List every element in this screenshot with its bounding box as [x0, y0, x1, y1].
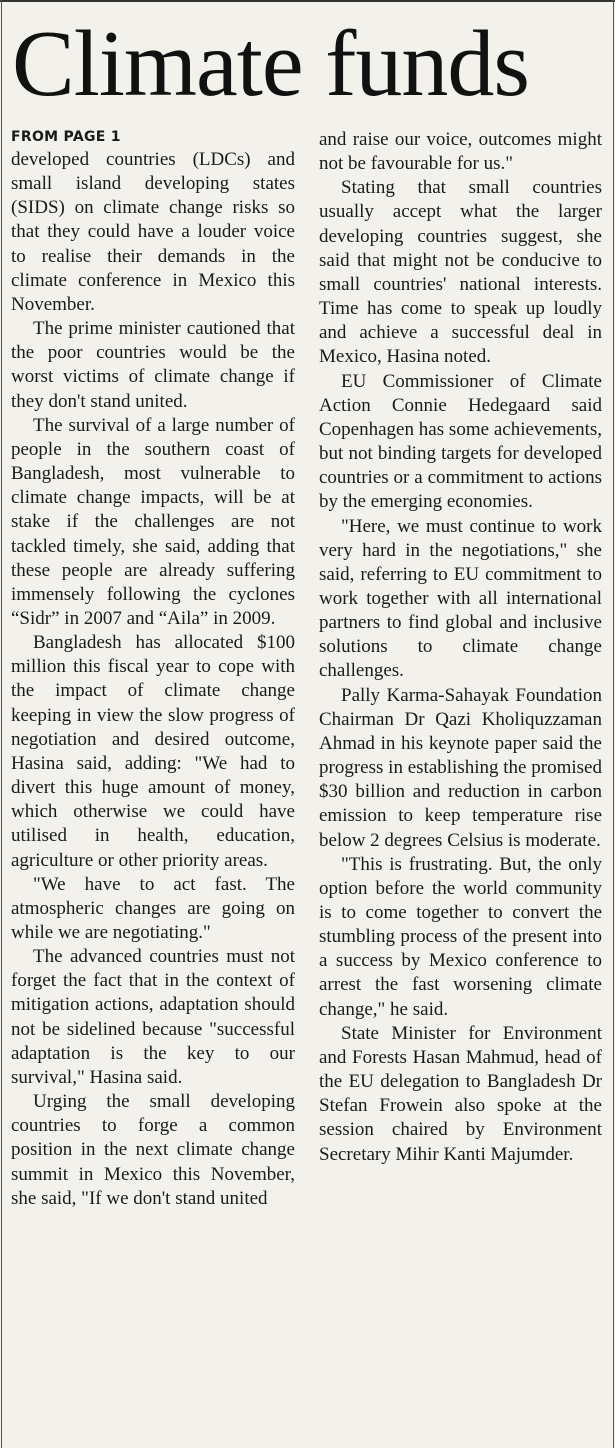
paragraph: Pally Karma-Sahayak Foundation Chairman Dr Qazi Kholiquzzaman Ahmad in his keynote paper said the progress in establishing the promised $30 billion and reduction in carbon emission to keep temperature rise below 2 degrees Celsius is moderate. — [319, 684, 602, 851]
paragraph: The advanced countries must not forget the fact that in the context of mitigation actions, adaptation should not be sidelined because "successful adaptation is the key to our survival," Hasina said. — [11, 946, 295, 1088]
headline: Climate funds — [12, 12, 529, 116]
left-border — [1, 0, 2, 1448]
paragraph: developed countries (LDCs) and small island developing states (SIDS) on climate change risks so that they could have a louder voice to realise their demands in the climate conference in Mexico this November. — [11, 149, 295, 315]
paragraph: and raise our voice, outcomes might not be favourable for us." — [319, 129, 602, 175]
paragraph: EU Commissioner of Climate Action Connie Hedegaard said Copenhagen has some achievements, but not binding targets for developed countries or a commitment to actions by the emerging economies. — [319, 370, 602, 513]
left-column — [11, 128, 295, 1211]
paragraph: Bangladesh has allocated $100 million this fiscal year to cope with the impact of climate change keeping in view the slow progress of negotiation and desired outcome, Hasina said, adding: "We had to divert this huge amount of money, which otherwise we could have utilised in health, education, agriculture or other priority areas. — [11, 632, 295, 871]
paragraph: State Minister for Environment and Forests Hasan Mahmud, head of the EU delegation to Bangladesh Dr Stefan Frowein also spoke at the session chaired by Environment Secretary Mihir Kanti Majumder. — [319, 1022, 602, 1165]
right-column — [319, 128, 602, 1167]
paragraph: Stating that small countries usually accept what the larger developing countries suggest, she said that might not be conducive to small countries' national interests. Time has come to speak up loudly and achieve a successful deal in Mexico, Hasina noted. — [319, 177, 602, 368]
right-border — [613, 0, 614, 1448]
paragraph: The survival of a large number of people in the southern coast of Bangladesh, most vulnerable to climate change impacts, will be at stake if the challenges are not tackled timely, she said, adding that these people are already suffering immensely following the cyclones “Sidr” in 2007 and “Aila” in 2009. — [11, 414, 295, 629]
paragraph: "This is frustrating. But, the only option before the world community is to come together to convert the stumbling process of the present into a success by Mexico conference to arrest the fast worsening climate change," he said. — [319, 853, 602, 1020]
paragraph: "We have to act fast. The atmospheric changes are going on while we are negotiating." — [11, 873, 295, 943]
paragraph: Urging the small developing countries to forge a common position in the next climate change summit in Mexico this November, she said, "If we don't stand united — [11, 1091, 295, 1209]
kicker: FROM PAGE 1 — [11, 129, 121, 145]
top-border — [0, 0, 615, 8]
paragraph: "Here, we must continue to work very hard in the negotiations," she said, referring to EU commitment to work together with all international partners to find global and inclusive solutions to climate change challenges. — [319, 515, 602, 682]
paragraph: The prime minister cautioned that the poor countries would be the worst victims of climate change if they don't stand united. — [11, 318, 295, 412]
